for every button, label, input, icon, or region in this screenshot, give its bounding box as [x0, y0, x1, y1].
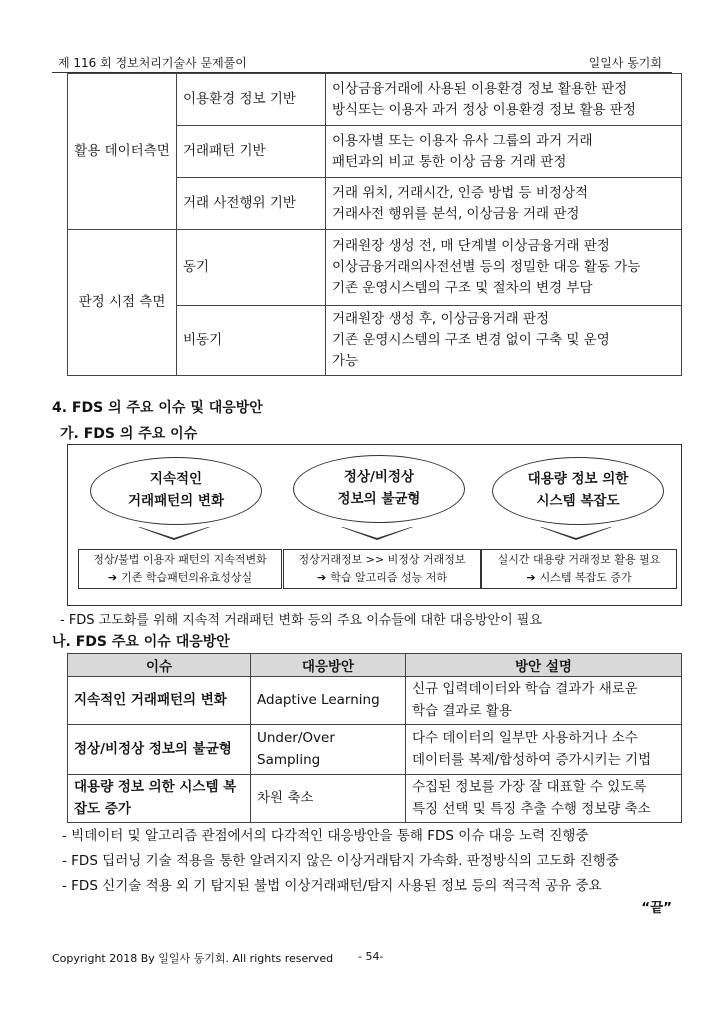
desc-line: 이상금융거래에 사용된 이용환경 정보 활용한 판정 — [332, 80, 628, 97]
page-header — [52, 52, 672, 73]
criteria-table — [67, 73, 682, 376]
issue-desc-line — [83, 569, 277, 587]
issue-desc-line: 실시간 대용량 거래정보 활용 필요 — [497, 553, 661, 566]
type-cell: 비동기 — [177, 306, 326, 376]
header-group: 일일사 동기회 — [588, 56, 662, 70]
issue-cell: 지속적인 거래패턴의 변화 — [68, 677, 251, 725]
down-triangle-icon — [138, 527, 210, 540]
issue-title-line: 대용량 정보 의한 — [527, 471, 629, 488]
issues-note: - FDS 고도화를 위해 지속적 거래패턴 변화 등의 주요 이슈들에 대한 대응방안이 필요 — [60, 613, 542, 628]
issues-diagram — [67, 444, 682, 606]
explanation-cell — [406, 775, 682, 823]
explanation-line: 신규 입력데이터와 학습 결과가 새로운 — [412, 681, 638, 697]
issue-cell: 대용량 정보 의한 시스템 복잡도 증가 — [68, 775, 251, 823]
header-title: 제 116 회 정보처리기술사 문제풀이 — [58, 56, 247, 70]
page-number: - 54- — [358, 950, 384, 963]
footer-copyright: Copyright 2018 By 일일사 동기회. All rights reserved — [52, 952, 334, 965]
desc-cell — [326, 230, 682, 306]
column-header: 대응방안 — [251, 654, 406, 677]
issue-desc-text: 기존 학습패턴의유효성상실 — [121, 571, 253, 585]
issue-cell: 정상/비정상 정보의 불균형 — [68, 725, 251, 775]
category-cell: 활용 데이터측면 — [68, 74, 177, 230]
right-arrow-icon: ➔ — [526, 571, 536, 585]
countermeasure-table — [67, 653, 682, 823]
explanation-cell — [406, 677, 682, 725]
issue-desc-box — [283, 549, 481, 589]
subsection-heading: 가. FDS 의 주요 이슈 — [60, 426, 198, 442]
issue-ellipse — [293, 455, 465, 523]
down-triangle-icon — [540, 527, 612, 540]
down-triangle-icon — [341, 527, 413, 540]
desc-line: 이용자별 또는 이용자 유사 그룹의 과거 거래 — [332, 132, 593, 149]
right-arrow-icon: ➔ — [107, 571, 118, 585]
explanation-line: 데이터를 복제/합성하여 증가시키는 기법 — [412, 751, 652, 768]
type-cell: 동기 — [177, 230, 326, 306]
issue-desc-box — [481, 549, 677, 589]
issue-desc-line — [486, 569, 672, 587]
desc-line: 이상금융거래의사전선별 등의 정밀한 대응 활동 가능 — [332, 259, 641, 276]
column-header: 방안 설명 — [406, 654, 682, 677]
issue-title-line: 정보의 불균형 — [337, 491, 421, 507]
desc-line: 거래원장 생성 후, 이상금융거래 판정 — [332, 311, 550, 328]
type-cell: 거래패턴 기반 — [177, 126, 326, 178]
issue-desc-line: 정상/불법 이용자 패턴의 지속적변화 — [93, 553, 267, 566]
desc-line: 기존 운영시스템의 구조 및 절차의 변경 부담 — [332, 279, 593, 296]
right-arrow-icon: ➔ — [317, 571, 327, 585]
issue-title-line: 시스템 복잡도 — [536, 493, 620, 509]
desc-line: 패턴과의 비교 통한 이상 금융 거래 판정 — [332, 153, 567, 170]
column-header: 이슈 — [68, 654, 251, 677]
summary-bullet: - FDS 신기술 적용 외 기 탐지된 불법 이상거래패턴/탐지 사용된 정보 등의 적극적 공유 중요 — [62, 878, 602, 894]
issue-desc-box — [78, 549, 282, 589]
category-cell: 판정 시점 측면 — [68, 230, 177, 376]
summary-bullet: - FDS 딥러닝 기술 적용을 통한 알려지지 않은 이상거래탐지 가속화. 판정방식의 고도화 진행중 — [62, 853, 619, 869]
desc-line: 기존 운영시스템의 구조 변경 없이 구축 및 운영 — [332, 332, 610, 349]
desc-cell — [326, 126, 682, 178]
desc-cell — [326, 74, 682, 126]
desc-line: 거래 위치, 거래시간, 인증 방법 등 비정상적 — [332, 184, 589, 201]
method-cell: Adaptive Learning — [251, 677, 406, 725]
explanation-line: 특징 선택 및 특징 추출 수행 정보량 축소 — [412, 800, 651, 817]
explanation-cell — [406, 725, 682, 775]
summary-bullet: - 빅데이터 및 알고리즘 관점에서의 다각적인 대응방안을 통해 FDS 이슈 대응 노력 진행중 — [62, 828, 589, 844]
issue-title-line: 거래패턴의 변화 — [128, 493, 224, 509]
type-cell: 거래 사전행위 기반 — [177, 178, 326, 230]
desc-line: 가능 — [332, 352, 359, 369]
explanation-line: 수집된 정보를 가장 잘 대표할 수 있도록 — [412, 779, 647, 796]
explanation-line: 다수 데이터의 일부만 사용하거나 소수 — [412, 730, 638, 747]
issue-desc-line: 정상거래정보 >> 비정상 거래정보 — [298, 553, 466, 566]
desc-line: 방식또는 이용자 과거 정상 이용환경 정보 활용 판정 — [332, 101, 636, 118]
issue-ellipse — [492, 457, 664, 525]
explanation-line: 학습 결과로 활용 — [412, 702, 512, 719]
section-heading: 4. FDS 의 주요 이슈 및 대응방안 — [52, 400, 263, 416]
method-cell: 차원 축소 — [251, 775, 406, 823]
end-mark: “끝” — [641, 900, 672, 916]
issue-desc-line — [288, 569, 476, 587]
issue-title-line: 지속적인 — [149, 471, 203, 488]
type-cell: 이용환경 정보 기반 — [177, 74, 326, 126]
desc-line: 거래원장 생성 전, 매 단계별 이상금융거래 판정 — [332, 238, 610, 255]
method-cell: Under/Over Sampling — [251, 725, 406, 775]
issue-desc-text: 시스템 복잡도 증가 — [539, 571, 632, 585]
desc-line: 거래사전 행위를 분석, 이상금융 거래 판정 — [332, 205, 580, 222]
desc-cell — [326, 306, 682, 376]
subsection-heading: 나. FDS 주요 이슈 대응방안 — [52, 634, 230, 650]
issue-title-line: 정상/비정상 — [343, 469, 415, 486]
issue-ellipse — [90, 457, 262, 525]
issue-desc-text: 학습 알고리즘 성능 저하 — [330, 571, 447, 585]
desc-cell — [326, 178, 682, 230]
